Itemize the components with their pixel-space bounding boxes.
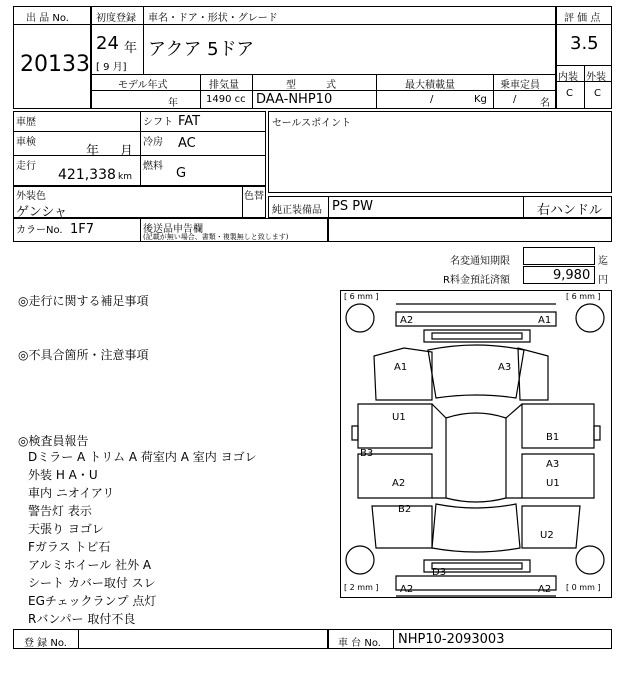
ac-value: AC <box>178 136 196 151</box>
damage-mark: A1 <box>538 315 552 326</box>
recycle-label: R料金預託済額 <box>443 275 510 286</box>
first-reg-year: 24 <box>96 33 119 54</box>
sales-point-label: セールスポイント <box>272 118 352 129</box>
shift-label: シフト <box>143 117 173 128</box>
displacement-label: 排気量 <box>209 80 239 91</box>
max-load-label: 最大積載量 <box>405 80 455 91</box>
options-value: PS PW <box>332 199 373 214</box>
displacement: 1490 cc <box>206 94 246 105</box>
damage-mark: A3 <box>546 459 560 470</box>
rear-bumper <box>396 576 556 590</box>
inspector-line: Rバンパー 取付不良 <box>28 612 136 626</box>
handle-value: 右ハンドル <box>537 203 603 218</box>
inspector-line: 外装 H A・U <box>28 468 98 482</box>
tire-depth-fl: [ 6 mm ] <box>344 292 379 301</box>
tire-front-left <box>346 304 374 332</box>
inspector-line: 車内 ニオイアリ <box>28 486 115 500</box>
mileage-unit: km <box>118 172 132 182</box>
tire-rear-right <box>576 546 604 574</box>
history-label: 車歴 <box>16 117 36 128</box>
exterior-label: 外装 <box>586 72 606 83</box>
first-reg-label: 初度登録 <box>96 13 136 24</box>
score-label: 評 価 点 <box>564 13 601 24</box>
damage-mark: A2 <box>538 584 552 595</box>
front-bumper <box>396 312 556 326</box>
tire-front-right <box>576 304 604 332</box>
model-header: 車名・ドア・形状・グレード <box>148 13 278 24</box>
damage-mark: D3 <box>432 567 447 578</box>
supplement-label: ◎走行に関する補足事項 <box>18 294 149 308</box>
inspector-line: Fガラス トビ石 <box>28 540 111 554</box>
first-reg-month: [ 9 月] <box>96 62 127 73</box>
tire-rear-left <box>346 546 374 574</box>
damage-mark: A2 <box>400 584 414 595</box>
lot-number: 20133 <box>20 52 90 77</box>
color-no: 1F7 <box>70 222 95 237</box>
inspector-line: 警告灯 表示 <box>28 504 92 518</box>
damage-mark: B1 <box>546 432 560 443</box>
interior-label: 内装 <box>558 72 578 83</box>
fuel-label: 燃料 <box>143 161 163 172</box>
damage-mark: B3 <box>360 448 374 459</box>
recycle-value: 9,980 <box>553 268 591 283</box>
name-change-unit: 迄 <box>598 256 608 267</box>
front-left-door <box>358 404 432 448</box>
tire-depth-rl: [ 2 mm ] <box>344 583 379 592</box>
lot-label: 出 品 No. <box>26 13 69 24</box>
inspection-label: 車検 <box>16 137 36 148</box>
model-year-unit: 年 <box>168 98 178 109</box>
rear-right-quarter <box>522 506 580 548</box>
fuel-value: G <box>176 166 187 181</box>
damage-mark: U2 <box>540 530 554 541</box>
damage-mark: U1 <box>546 478 560 489</box>
max-load-sep: / <box>430 94 434 105</box>
interior-grade: C <box>566 88 573 99</box>
inspector-line: シート カバー取付 スレ <box>28 576 156 590</box>
capacity-sep: / <box>513 94 517 105</box>
options-label: 純正装備品 <box>272 205 322 216</box>
trunk <box>432 504 520 552</box>
exterior-grade: C <box>594 88 601 99</box>
car-name: アクア 5ドア <box>148 39 255 60</box>
exterior-color: ゲンシャ <box>16 205 68 220</box>
model-type: DAA-NHP10 <box>256 92 333 107</box>
recycle-unit: 円 <box>598 275 608 286</box>
damage-mark: A3 <box>498 362 512 373</box>
year-unit: 年 <box>124 41 138 56</box>
name-change-label: 名変通知期限 <box>450 256 510 267</box>
inspection-year: 年 <box>86 144 100 159</box>
inspector-line: Dミラー A トリム A 荷室内 A 室内 ヨゴレ <box>28 450 257 464</box>
shift-value: FAT <box>178 114 201 129</box>
docs-note: (記載が無い場合、書類・複製無しと致します) <box>143 233 289 241</box>
inspector-line: 天張り ヨゴレ <box>28 522 104 536</box>
reg-no-label: 登 録 No. <box>24 638 67 649</box>
exterior-color-label: 外装色 <box>16 191 46 202</box>
capacity-unit: 名 <box>540 98 550 109</box>
chassis-number: NHP10-2093003 <box>398 632 505 647</box>
model-year-label: モデル年式 <box>118 80 168 91</box>
roof <box>446 413 506 502</box>
docs-label: 後送品申告欄 <box>143 224 203 235</box>
ac-label: 冷房 <box>143 137 163 148</box>
chassis-label: 車 台 No. <box>338 638 381 649</box>
score-value: 3.5 <box>570 33 599 54</box>
damage-mark: A1 <box>394 362 408 373</box>
inspector-label: ◎検査員報告 <box>18 434 89 448</box>
mileage-label: 走行 <box>16 161 36 172</box>
color-change-label: 色替 <box>244 191 264 202</box>
front-left-fender <box>374 348 432 400</box>
max-load-unit: Kg <box>474 94 487 105</box>
defects-label: ◎不具合箇所・注意事項 <box>18 348 149 362</box>
tire-depth-rr: [ 0 mm ] <box>566 583 601 592</box>
damage-mark: B2 <box>398 504 412 515</box>
color-no-label: カラーNo. <box>16 225 63 236</box>
inspector-line: EGチェックランプ 点灯 <box>28 594 157 608</box>
damage-mark: A2 <box>400 315 414 326</box>
capacity-label: 乗車定員 <box>500 80 540 91</box>
model-type-label: 型 式 <box>286 80 336 91</box>
rear-left-door <box>358 454 432 498</box>
mileage: 421,338 <box>58 167 116 183</box>
tire-depth-fr: [ 6 mm ] <box>566 292 601 301</box>
damage-mark: A2 <box>392 478 406 489</box>
inspector-line: アルミホイール 社外 A <box>28 558 152 572</box>
damage-mark: U1 <box>392 412 406 423</box>
inspection-month: 月 <box>120 144 134 159</box>
